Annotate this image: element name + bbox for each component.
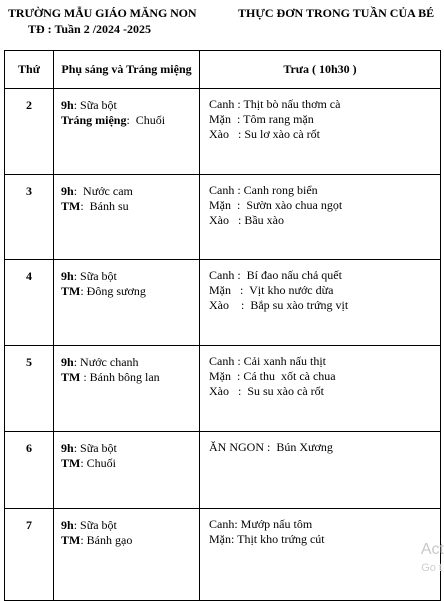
lunch-cell [200, 175, 441, 260]
morning-text: : Sữa bột [73, 269, 117, 283]
morning-label: 9h [61, 98, 74, 112]
dessert-text: : Bánh gạo [80, 533, 133, 547]
lunch-cell [200, 89, 441, 175]
morning-line [61, 355, 199, 370]
dessert-label: Tráng miệng [61, 113, 127, 127]
week-label: TĐ : Tuần 2 /2024 -2025 [28, 22, 152, 36]
dessert-label: TM [61, 370, 81, 384]
morning-text: : Nước cam [73, 184, 133, 198]
table-row [5, 260, 441, 346]
dessert-label: TM [61, 456, 81, 470]
table-row [5, 432, 441, 509]
dessert-text: : Chuối [126, 113, 166, 127]
lunch-line: Mặn : Vịt kho nước dừa [209, 283, 334, 297]
morning-label: 9h [61, 441, 74, 455]
lunch-cell [200, 432, 441, 509]
morning-text: : Nước chanh [73, 355, 139, 369]
lunch-cell [200, 260, 441, 346]
lunch-line: Canh : Bí đao nấu chả quết [209, 268, 342, 282]
dessert-text: : Chuối [80, 456, 117, 470]
morning-cell [54, 89, 200, 175]
lunch-line: Canh : Canh rong biển [209, 183, 318, 197]
lunch-line: Mặn : Tôm rang mặn [209, 112, 314, 126]
column-header-morning: Phụ sáng và Tráng miệng [54, 51, 200, 89]
lunch-line: Mặn: Thịt kho trứng cút [209, 532, 325, 546]
activation-watermark: Act [420, 541, 444, 558]
table-header-row [5, 51, 441, 89]
morning-cell [54, 432, 200, 509]
dessert-label: TM [61, 533, 81, 547]
dessert-line [61, 533, 199, 548]
lunch-line: Xào : Su su xào cà rốt [209, 384, 324, 398]
lunch-cell [200, 509, 441, 601]
lunch-cell [200, 346, 441, 432]
dessert-line [61, 284, 199, 299]
day-cell: 2 [5, 89, 54, 175]
day-cell: 4 [5, 260, 54, 346]
activation-watermark-subtext: Go t [421, 562, 442, 574]
dessert-line [61, 199, 199, 214]
morning-text: : Sữa bột [73, 518, 117, 532]
school-name: TRƯỜNG MẪU GIÁO MĂNG NON [8, 6, 197, 20]
lunch-line: ĂN NGON : Bún Xương [209, 440, 333, 454]
dessert-text: : Đông sương [80, 284, 146, 298]
morning-line [61, 98, 199, 113]
dessert-label: TM [61, 284, 81, 298]
dessert-label: TM [61, 199, 81, 213]
dessert-text: : Bánh bông lan [80, 370, 160, 384]
menu-table [4, 50, 441, 601]
morning-text: : Sữa bột [73, 441, 117, 455]
morning-line [61, 441, 199, 456]
dessert-line [61, 113, 199, 128]
lunch-line: Xào : Bắp su xào trứng vịt [209, 298, 349, 312]
morning-line [61, 269, 199, 284]
day-cell: 7 [5, 509, 54, 601]
lunch-line: Canh : Cải xanh nấu thịt [209, 354, 326, 368]
dessert-text: : Bánh su [80, 199, 129, 213]
morning-cell [54, 346, 200, 432]
column-header-lunch: Trưa ( 10h30 ) [200, 51, 441, 89]
morning-line [61, 184, 199, 199]
dessert-line [61, 456, 199, 471]
lunch-line: Xào : Bầu xào [209, 213, 284, 227]
morning-cell [54, 509, 200, 601]
column-header-day: Thứ [5, 51, 54, 89]
table-row [5, 346, 441, 432]
menu-title: THỰC ĐƠN TRONG TUẦN CỦA BÉ [238, 6, 435, 20]
morning-label: 9h [61, 355, 74, 369]
morning-label: 9h [61, 518, 74, 532]
lunch-line: Mặn : Sườn xào chua ngọt [209, 198, 343, 212]
table-row [5, 509, 441, 601]
day-cell: 6 [5, 432, 54, 509]
day-cell: 3 [5, 175, 54, 260]
dessert-line [61, 370, 199, 385]
day-cell: 5 [5, 346, 54, 432]
lunch-line: Mặn : Cá thu xốt cà chua [209, 369, 336, 383]
morning-line [61, 518, 199, 533]
morning-label: 9h [61, 184, 74, 198]
morning-text: : Sữa bột [73, 98, 117, 112]
lunch-line: Canh: Mướp nấu tôm [209, 517, 313, 531]
table-row [5, 175, 441, 260]
morning-cell [54, 260, 200, 346]
morning-label: 9h [61, 269, 74, 283]
morning-cell [54, 175, 200, 260]
lunch-line: Canh : Thịt bò nấu thơm cà [209, 97, 341, 111]
table-row [5, 89, 441, 175]
lunch-line: Xào : Su lơ xào cà rốt [209, 127, 320, 141]
